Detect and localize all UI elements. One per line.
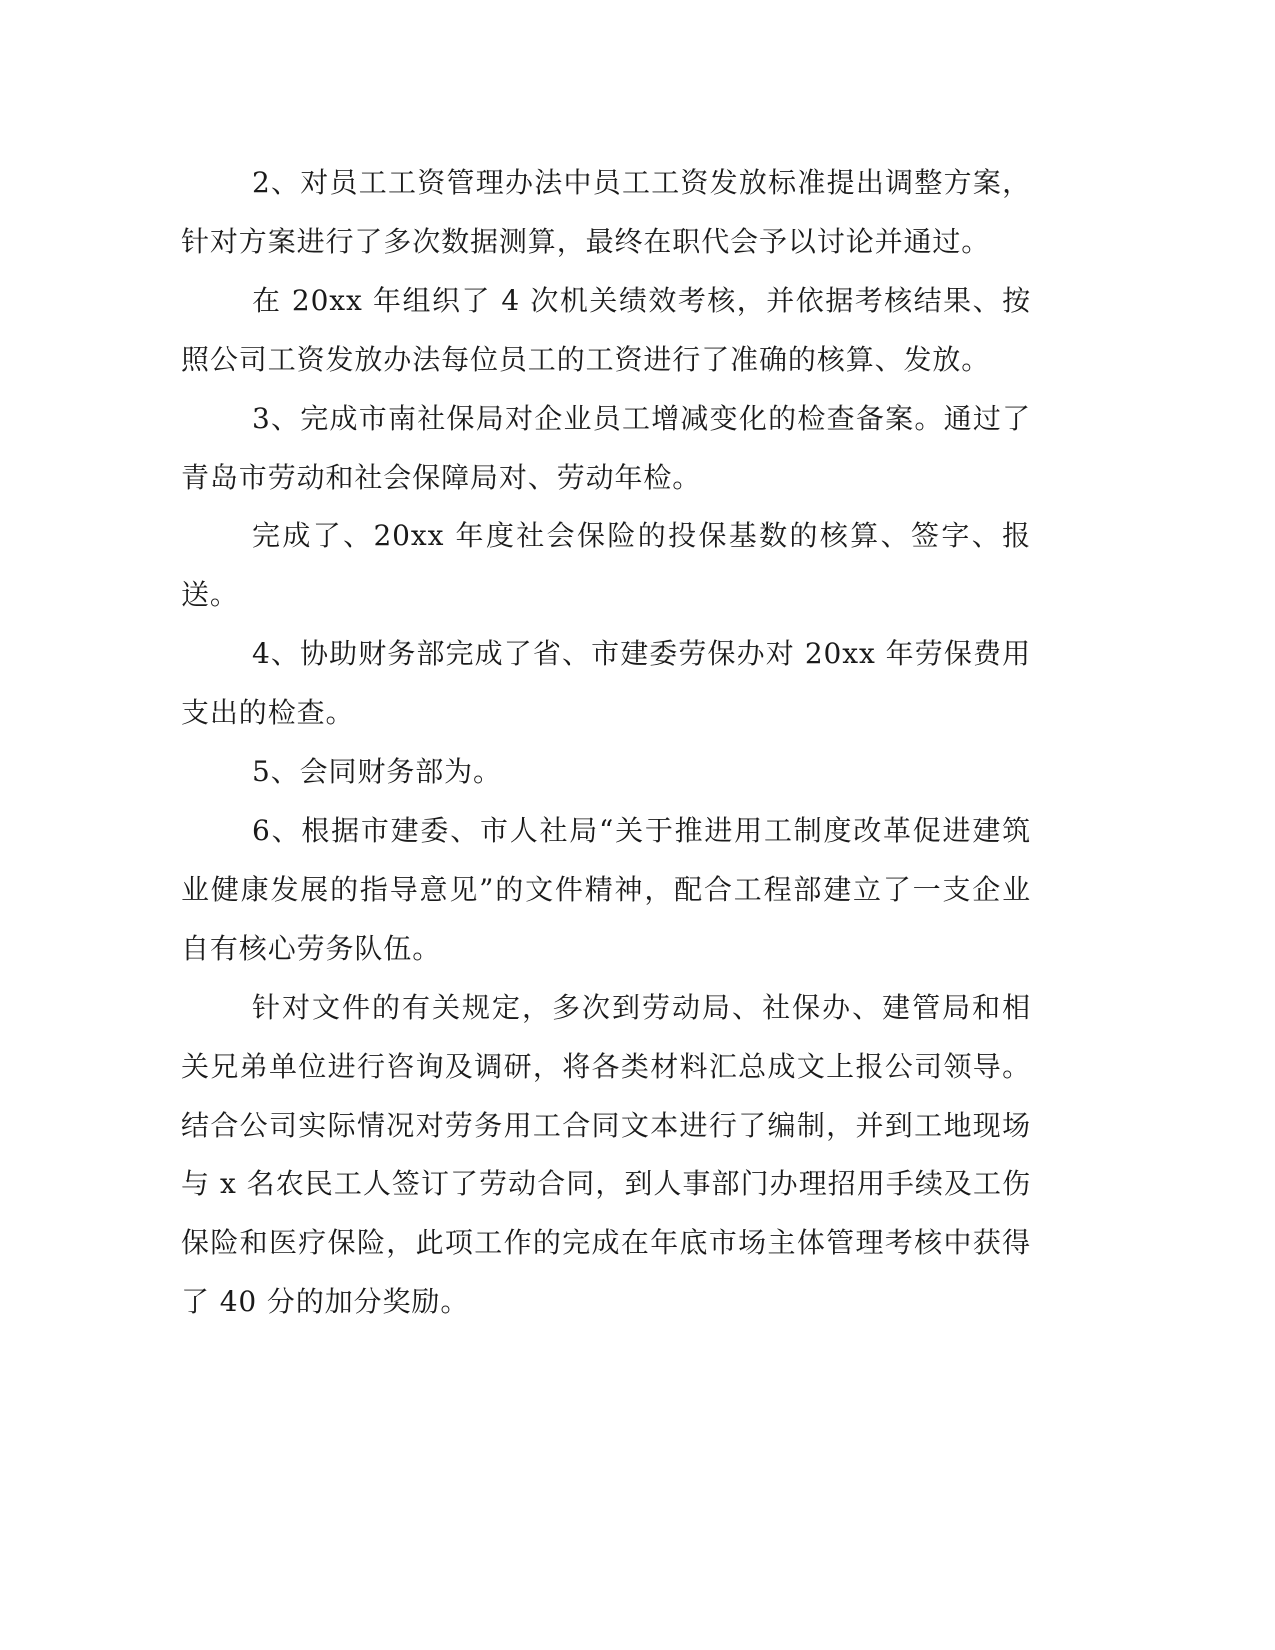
paragraph-finance-cooperation: 5、会同财务部为。 <box>252 755 502 789</box>
paragraph-performance-review: 在 20xx 年组织了 4 次机关绩效考核，并依据考核结果、按照公司工资发放办法每位员工的工资进行了准确的核算、发放。 <box>181 283 1031 376</box>
paragraph-contract-work: 针对文件的有关规定，多次到劳动局、社保办、建管局和相关兄弟单位进行咨询及调研，将各类材料汇总成文上报公司领导。结合公司实际情况对劳务用工合同文本进行了编制，并到工地现场与 x 名农民工人签订了劳动合同，到人事部门办理招用手续及工伤保险和医疗保险，此项工作的完成在年底市场主体管理考核中获得了 40 分的加分奖励。 <box>181 990 1031 1319</box>
paragraph-salary-adjustment: 2、对员工工资管理办法中员工工资发放标准提出调整方案，针对方案进行了多次数据测算，最终在职代会予以讨论并通过。 <box>181 166 1031 258</box>
paragraph-labor-expense-audit: 4、协助财务部完成了省、市建委劳保办对 20xx 年劳保费用支出的检查。 <box>181 637 1031 730</box>
paragraph-social-security-filing: 3、完成市南社保局对企业员工增减变化的检查备案。通过了青岛市劳动和社会保障局对、劳动年检。 <box>181 401 1031 494</box>
paragraph-insurance-base: 完成了、20xx 年度社会保险的投保基数的核算、签字、报送。 <box>181 519 1031 612</box>
paragraph-labor-team: 6、根据市建委、市人社局“关于推进用工制度改革促进建筑业健康发展的指导意见”的文件精神，配合工程部建立了一支企业自有核心劳务队伍。 <box>181 813 1031 965</box>
document-body <box>181 154 1031 1332</box>
